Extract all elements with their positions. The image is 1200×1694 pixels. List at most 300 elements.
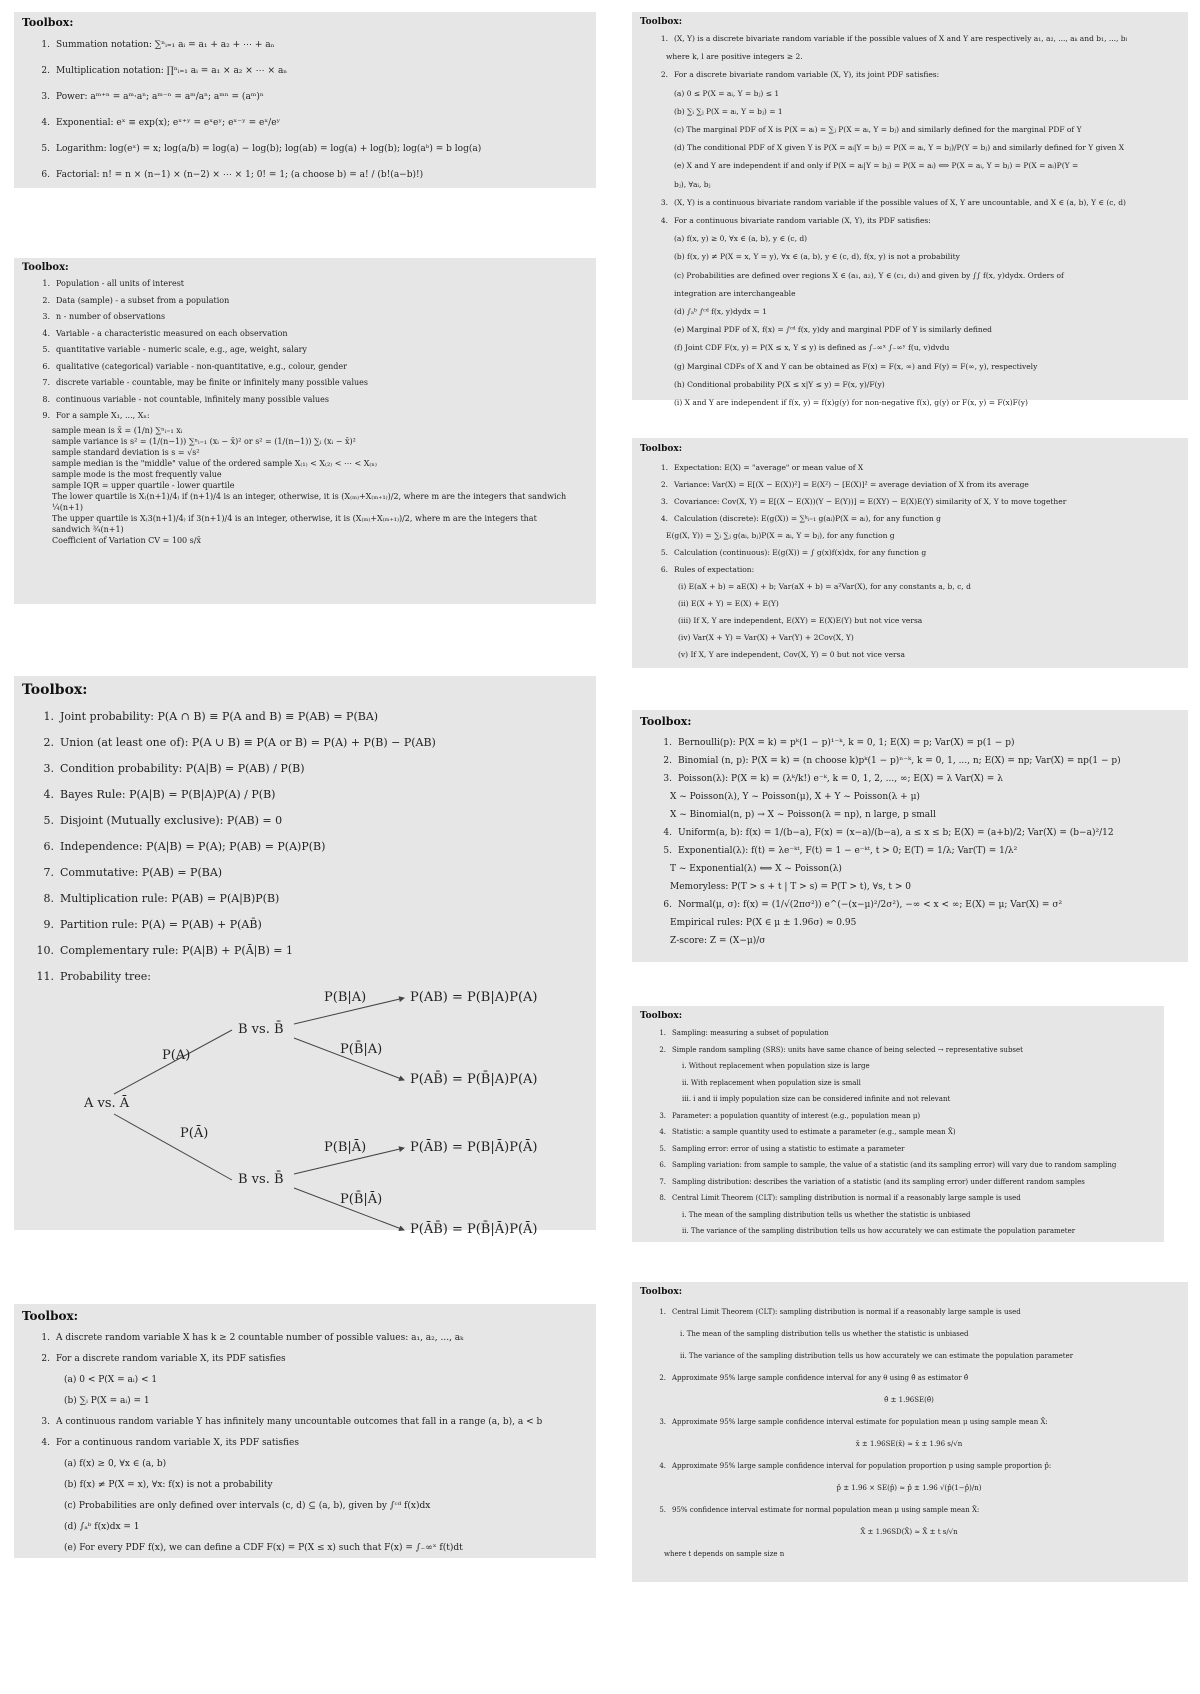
list-item <box>22 326 586 343</box>
sub-item <box>640 321 1178 339</box>
list-item <box>22 1433 586 1454</box>
sub-item <box>640 285 1178 303</box>
item-number: 1. <box>663 738 672 748</box>
toolbox-title: Toolbox: <box>22 262 69 273</box>
list-item <box>22 309 586 326</box>
item-text: Statistic: a sample quantity used to estimate a parameter (e.g., sample mean X̄) <box>672 1128 956 1136</box>
list-item <box>22 886 586 912</box>
sub-item <box>640 121 1178 139</box>
sub-item <box>22 1538 586 1559</box>
sample-line: Coefficient of Variation CV = 100 s/x̄ <box>52 535 201 545</box>
sub-item <box>640 103 1178 121</box>
list-item <box>640 1108 1154 1125</box>
sub-item <box>640 595 1178 612</box>
continuation-line <box>640 878 1178 896</box>
item-number: 7. <box>42 378 50 387</box>
list-item <box>22 392 586 409</box>
list-item <box>640 1499 1178 1521</box>
list-item <box>22 408 586 425</box>
edge-label: P(B̄|Ā) <box>340 1192 383 1207</box>
item-number: 2. <box>659 1374 666 1382</box>
sub-item <box>640 339 1178 357</box>
toolbox-descriptive-statistics <box>14 258 596 604</box>
list-item <box>22 375 586 392</box>
list-item <box>22 342 586 359</box>
continuation-line <box>640 788 1178 806</box>
sub-item <box>640 629 1178 646</box>
item-text: discrete variable - countable, may be finite or infinitely many possible values <box>56 378 368 387</box>
edge-label-p-abar: P(Ā) <box>180 1126 209 1141</box>
toolbox-list <box>22 276 586 425</box>
item-number: 4. <box>663 828 672 838</box>
toolbox-distributions <box>632 710 1188 962</box>
list-item <box>22 1349 586 1370</box>
list-item <box>22 808 586 834</box>
item-text: (b) ∑ᵢ P(X = aᵢ) = 1 <box>64 1396 150 1406</box>
item-number: 2. <box>659 1045 666 1054</box>
item-text: For a discrete random variable X, its PDF satisfies <box>56 1354 286 1364</box>
item-number: 6. <box>41 170 50 180</box>
sub-item <box>22 1496 586 1517</box>
item-text: (iv) Var(X + Y) = Var(X) + Var(Y) + 2Cov(X, Y) <box>678 633 854 642</box>
toolbox-title: Toolbox: <box>22 16 74 29</box>
toolbox-bivariate <box>632 12 1188 408</box>
item-text: Expectation: E(X) = "average" or mean value of X <box>674 463 864 472</box>
item-text: Union (at least one of): P(A ∪ B) ≡ P(A or B) = P(A) + P(B) − P(AB) <box>60 736 436 749</box>
list-item <box>22 162 586 188</box>
continuation-line <box>640 1543 1178 1565</box>
list-item <box>640 752 1178 770</box>
list-item <box>640 544 1178 561</box>
item-number: 7. <box>659 1177 666 1186</box>
sample-line: The lower quartile is X₍(n+1)/4₎ if (n+1)/4 is an integer, otherwise, it is (X₍ₘ₎+X₍ₘ₊₁₎)/2, where m are the integers that sandwich <box>52 491 567 501</box>
list-item <box>640 66 1178 84</box>
list-item <box>640 194 1178 212</box>
list-item <box>640 1455 1178 1477</box>
toolbox-list <box>640 1025 1154 1240</box>
toolbox-title: Toolbox: <box>640 1287 683 1297</box>
edge-label: P(B̄|A) <box>340 1042 383 1057</box>
tree-leaf: P(AB̄) = P(B̄|A)P(A) <box>410 1072 538 1087</box>
item-text: (a) f(x) ≥ 0, ∀x ∈ (a, b) <box>64 1459 167 1469</box>
continuation-line <box>640 48 1178 66</box>
item-text: Multiplication rule: P(AB) = P(A|B)P(B) <box>60 892 280 905</box>
item-text: Sampling error: error of using a statistic to estimate a parameter <box>672 1144 905 1153</box>
item-number: 1. <box>659 1029 666 1037</box>
item-number: 1. <box>41 1333 50 1343</box>
item-text: (e) For every PDF f(x), we can define a CDF F(x) = P(X ≤ x) such that F(x) = ∫₋∞ˣ f(t)dt <box>64 1543 463 1553</box>
item-text: Disjoint (Mutually exclusive): P(AB) = 0 <box>60 814 283 827</box>
list-item <box>22 1412 586 1433</box>
sample-statistics <box>22 425 586 546</box>
item-text: X ~ Poisson(λ), Y ~ Poisson(μ), X + Y ~ Poisson(λ + μ) <box>670 792 920 802</box>
item-text: Covariance: Cov(X, Y) = E[(X − E(X))(Y − E(Y))] = E(XY) − E(X)E(Y) similarity of X, Y to move together <box>674 497 1067 506</box>
item-text: Population - all units of interest <box>56 279 185 288</box>
sub-item <box>22 1517 586 1538</box>
item-number: 1. <box>660 463 668 472</box>
item-text: Joint probability: P(A ∩ B) ≡ P(A and B) ≡ P(AB) = P(BA) <box>60 710 379 723</box>
item-text: (d) ∫ₐᵇ f(x)dx = 1 <box>64 1522 140 1532</box>
toolbox-list <box>640 459 1178 663</box>
item-number: 7. <box>43 866 54 879</box>
list-item <box>640 770 1178 788</box>
sub-item <box>22 1391 586 1412</box>
item-text: (i) X and Y are independent if f(x, y) = f(x)g(y) for non-negative f(x), g(y) or F(x, y) = F(x)F(y) <box>674 398 1028 408</box>
list-item <box>22 276 586 293</box>
item-number: 1. <box>43 710 54 723</box>
item-text: Power: aᵐ⁺ⁿ = aᵐ·aⁿ; aᵐ⁻ⁿ = aᵐ/aⁿ; aᵐⁿ = (aᵐ)ⁿ <box>56 92 264 102</box>
list-item <box>22 860 586 886</box>
item-text: iii. i and ii imply population size can be considered infinite and not relevant <box>682 1095 951 1103</box>
item-text: (ii) E(X + Y) = E(X) + E(Y) <box>678 599 779 608</box>
item-text: Bernoulli(p): P(X = k) = pᵏ(1 − p)¹⁻ᵏ, k = 0, 1; E(X) = p; Var(X) = p(1 − p) <box>678 738 1015 748</box>
item-text: E(g(X, Y)) = ∑ᵢ ∑ⱼ g(aᵢ, bⱼ)P(X = aᵢ, Y = bⱼ), for any function g <box>666 531 895 540</box>
item-number: 4. <box>659 1462 666 1470</box>
item-text: Exponential(λ): f(t) = λe⁻ᵏᵗ, F(t) = 1 − e⁻ᵏᵗ, t > 0; E(T) = 1/λ; Var(T) = 1/λ² <box>678 846 1018 856</box>
item-number: 3. <box>659 1111 666 1120</box>
sample-line: sample IQR = upper quartile - lower quartile <box>52 480 235 490</box>
item-number: 4. <box>43 788 54 801</box>
item-text: Binomial (n, p): P(X = k) = (n choose k)pᵏ(1 − p)ⁿ⁻ᵏ, k = 0, 1, ..., n; E(X) = np; Var(X) = np(1 − p) <box>678 756 1121 766</box>
item-number: 1. <box>660 34 668 43</box>
sub-item <box>640 176 1178 194</box>
item-text: Poisson(λ): P(X = k) = (λᵏ/k!) e⁻ᵏ, k = 0, 1, 2, ..., ∞; E(X) = λ Var(X) = λ <box>678 774 1003 784</box>
continuation-line <box>640 806 1178 824</box>
item-text: Variable - a characteristic measured on each observation <box>56 328 288 338</box>
list-item <box>22 912 586 938</box>
item-text: (d) The conditional PDF of X given Y is P(X = aᵢ|Y = bⱼ) = P(X = aᵢ, Y = bⱼ)/P(Y = bⱼ) and similarly defined for Y given X <box>674 143 1125 153</box>
sub-item <box>22 1454 586 1475</box>
list-item <box>640 30 1178 48</box>
item-text: Empirical rules: P(X ∈ μ ± 1.96σ) ≈ 0.95 <box>670 918 857 928</box>
list-item <box>640 842 1178 860</box>
item-text: (a) 0 < P(X = aᵢ) < 1 <box>64 1375 158 1385</box>
item-number: 3. <box>659 1418 666 1426</box>
item-text: Central Limit Theorem (CLT): sampling distribution is normal if a reasonably large sample is used <box>672 1194 1021 1202</box>
list-item <box>22 730 586 756</box>
list-item <box>22 964 586 990</box>
list-item <box>640 510 1178 527</box>
list-item <box>22 293 586 310</box>
sub-item <box>640 646 1178 663</box>
item-text: (h) Conditional probability P(X ≤ x|Y ≤ y) = F(x, y)/F(y) <box>674 379 885 389</box>
item-number: 5. <box>43 814 54 827</box>
item-number: 8. <box>43 892 54 905</box>
item-text: Data (sample) - a subset from a population <box>56 295 230 305</box>
item-text: Z-score: Z = (X−μ)/σ <box>670 936 766 946</box>
toolbox-title: Toolbox: <box>640 1011 683 1021</box>
item-text: Factorial: n! = n × (n−1) × (n−2) × ⋯ × 1; 0! = 1; (a choose b) = a! / (b!(a−b)!) <box>56 170 424 180</box>
item-text: (c) The marginal PDF of X is P(X = aᵢ) = ∑ⱼ P(X = aᵢ, Y = bⱼ) and similarly defined for the marginal PDF of Y <box>674 125 1082 135</box>
item-number: 3. <box>42 312 50 321</box>
sub-item <box>22 1370 586 1391</box>
item-number: 4. <box>41 118 50 128</box>
toolbox-list <box>22 1328 586 1559</box>
item-text: i. The mean of the sampling distribution tells us whether the statistic is unbiased <box>680 1330 969 1338</box>
sub-item <box>640 267 1178 285</box>
tree-root: A vs. Ā <box>84 1096 130 1111</box>
sub-item <box>640 578 1178 595</box>
item-text: Calculation (discrete): E(g(X)) = ∑ᵏᵢ₌₁ g(aᵢ)P(X = aᵢ), for any function g <box>674 514 941 523</box>
sample-line: sample standard deviation is s = √s² <box>52 447 200 457</box>
sub-item <box>640 1091 1154 1108</box>
item-number: 2. <box>41 1354 50 1364</box>
item-text: Multiplication notation: ∏ⁿᵢ₌₁ aᵢ = a₁ × a₂ × ⋯ × aₙ <box>56 66 288 76</box>
item-text: For a discrete bivariate random variable (X, Y), its joint PDF satisfies: <box>674 70 940 80</box>
item-number: 4. <box>660 216 668 226</box>
list-item <box>22 938 586 964</box>
item-text: Complementary rule: P(A|B) + P(Ā|B) = 1 <box>60 944 293 957</box>
item-text: Logarithm: log(eˣ) = x; log(a/b) = log(a) − log(b); log(ab) = log(a) + log(b); log(aᵇ) = b log(a) <box>56 144 482 154</box>
toolbox-title: Toolbox: <box>22 1309 79 1323</box>
item-number: 8. <box>659 1194 666 1202</box>
sample-line: sample median is the "middle" value of the ordered sample X₍₁₎ < X₍₂₎ < ⋯ < X₍ₙ₎ <box>52 458 377 468</box>
item-text: n - number of observations <box>56 312 166 321</box>
item-text: (X, Y) is a continuous bivariate random variable if the possible values of X, Y are uncountable, and X ∈ (a, b), Y ∈ (c, d) <box>674 197 1126 207</box>
tree-leaf: P(ĀB) = P(B|Ā)P(Ā) <box>410 1140 538 1155</box>
item-text: Simple random sampling (SRS): units have same chance of being selected → representative subset <box>672 1045 1023 1054</box>
item-text: (iii) If X, Y are independent, E(XY) = E(X)E(Y) but not vice versa <box>678 616 923 625</box>
list-item <box>22 110 586 136</box>
sub-item <box>640 157 1178 175</box>
toolbox-list <box>640 1301 1178 1565</box>
sub-item <box>640 1207 1154 1224</box>
item-number: 3. <box>660 197 668 207</box>
item-number: 5. <box>659 1144 666 1153</box>
sub-item <box>640 1323 1178 1345</box>
item-number: 4. <box>659 1128 666 1136</box>
item-text: integration are interchangeable <box>674 288 796 298</box>
list-item <box>640 1025 1154 1042</box>
item-text: bⱼ), ∀aᵢ, bⱼ <box>674 179 711 189</box>
item-number: 2. <box>41 66 50 76</box>
item-text: T ~ Exponential(λ) ⟺ X ~ Poisson(λ) <box>670 864 842 874</box>
item-number: 11. <box>36 970 54 983</box>
item-text: (f) Joint CDF F(x, y) = P(X ≤ x, Y ≤ y) is defined as ∫₋∞ˣ ∫₋∞ʸ f(u, v)dvdu <box>674 343 950 353</box>
item-text: (e) Marginal PDF of X, f(x) = ∫ᶜᵈ f(x, y)dy and marginal PDF of Y is similarly defined <box>674 325 992 335</box>
sub-item <box>640 1075 1154 1092</box>
item-number: 6. <box>663 900 672 910</box>
sub-item <box>640 139 1178 157</box>
branch-line <box>114 1114 232 1180</box>
list-item <box>22 136 586 162</box>
item-text: Summation notation: ∑ⁿᵢ₌₁ aᵢ = a₁ + a₂ + ⋯ + aₙ <box>56 40 275 50</box>
item-text: (a) f(x, y) ≥ 0, ∀x ∈ (a, b), y ∈ (c, d) <box>674 234 808 244</box>
toolbox-title: Toolbox: <box>22 682 88 698</box>
sub-item <box>640 1345 1178 1367</box>
toolbox-title: Toolbox: <box>640 444 683 454</box>
sub-item <box>640 1058 1154 1075</box>
item-number: 5. <box>659 1506 666 1514</box>
item-text: Commutative: P(AB) = P(BA) <box>60 866 223 879</box>
continuation-line <box>640 860 1178 878</box>
item-number: 2. <box>43 736 54 749</box>
item-text: (v) If X, Y are independent, Cov(X, Y) = 0 but not vice versa <box>678 650 905 659</box>
item-text: X ~ Binomial(n, p) → X ~ Poisson(λ = np), n large, p small <box>670 810 936 820</box>
toolbox-title: Toolbox: <box>640 17 683 27</box>
list-item <box>640 476 1178 493</box>
item-text: Rules of expectation: <box>674 565 755 574</box>
item-text: Parameter: a population quantity of interest (e.g., population mean μ) <box>672 1111 921 1120</box>
continuation-line <box>640 932 1178 950</box>
item-number: 3. <box>41 92 50 102</box>
tree-leaf: P(ĀB̄) = P(B̄|Ā)P(Ā) <box>410 1222 538 1237</box>
item-number: 5. <box>42 345 50 354</box>
item-text: Partition rule: P(A) = P(AB) + P(AB̄) <box>60 918 262 931</box>
item-text: Bayes Rule: P(A|B) = P(B|A)P(A) / P(B) <box>60 788 276 801</box>
toolbox-random-variables <box>14 1304 596 1558</box>
item-text: Variance: Var(X) = E[(X − E(X))²] = E(X²) − [E(X)]² = average deviation of X from its average <box>674 480 1029 489</box>
sub-item <box>22 1475 586 1496</box>
item-number: 3. <box>660 497 668 506</box>
item-number: 10. <box>36 944 54 957</box>
list-item <box>640 1141 1154 1158</box>
list-item <box>640 1042 1154 1059</box>
sub-item <box>640 376 1178 394</box>
item-number: 8. <box>42 394 50 404</box>
item-text: ii. The variance of the sampling distribution tells us how accurately we can estimate the population parameter <box>680 1352 1074 1360</box>
item-text: i. Without replacement when population size is large <box>682 1062 870 1070</box>
list-item <box>22 704 586 730</box>
tree-leaf: P(AB) = P(B|A)P(A) <box>410 990 538 1005</box>
sub-item <box>640 394 1178 412</box>
list-item <box>640 1124 1154 1141</box>
toolbox-notation <box>14 12 596 188</box>
probability-tree-lines <box>22 990 588 1252</box>
item-number: 4. <box>660 514 668 523</box>
item-number: 9. <box>43 918 54 931</box>
item-text: For a sample X₁, ..., Xₙ: <box>56 411 150 420</box>
toolbox-list <box>640 30 1178 412</box>
item-number: 2. <box>663 756 672 766</box>
item-number: 6. <box>659 1161 666 1169</box>
edge-label: P(B|Ā) <box>324 1140 367 1155</box>
item-number: 6. <box>660 565 668 574</box>
list-item <box>640 896 1178 914</box>
continuation-line <box>640 914 1178 932</box>
item-text: (a) 0 ≤ P(X = aᵢ, Y = bⱼ) ≤ 1 <box>674 88 780 98</box>
list-item <box>640 1301 1178 1323</box>
item-number: 9. <box>42 411 50 420</box>
item-number: 4. <box>42 328 50 338</box>
item-text: A discrete random variable X has k ≥ 2 countable number of possible values: a₁, a₂, ..., aₖ <box>56 1333 464 1343</box>
list-item <box>640 824 1178 842</box>
item-text: For a continuous bivariate random variable (X, Y), its PDF satisfies: <box>674 216 931 226</box>
item-number: 2. <box>660 70 668 80</box>
tree-node-b: B vs. B̄ <box>238 1172 284 1187</box>
list-item <box>22 84 586 110</box>
list-item <box>22 1328 586 1349</box>
list-item <box>22 756 586 782</box>
item-number: 2. <box>660 480 668 489</box>
toolbox-title: Toolbox: <box>640 715 692 728</box>
list-item <box>640 734 1178 752</box>
list-item <box>640 212 1178 230</box>
list-item <box>640 1190 1154 1207</box>
list-item <box>22 359 586 376</box>
list-item <box>640 1367 1178 1389</box>
item-text: (i) E(aX + b) = aE(X) + b; Var(aX + b) = a²Var(X), for any constants a, b, c, d <box>678 582 971 591</box>
item-text: (X, Y) is a discrete bivariate random variable if the possible values of X and Y are respectively a₁, a₂, ..., aₖ and b₁, ..., bₗ <box>674 34 1128 43</box>
formula-line: x̄ ± 1.96SE(x̄) ≈ x̄ ± 1.96 s/√n <box>855 1440 963 1448</box>
sample-line: sandwich ¾(n+1) <box>52 524 124 534</box>
item-text: 95% confidence interval estimate for normal population mean μ using sample mean X̄: <box>672 1506 980 1514</box>
list-item <box>22 58 586 84</box>
item-text: Independence: P(A|B) = P(A); P(AB) = P(A)P(B) <box>60 840 326 853</box>
sub-item <box>640 358 1178 376</box>
formula-line: θ̂ ± 1.96SE(θ̂) <box>884 1396 934 1404</box>
sub-item <box>640 1223 1154 1240</box>
list-item <box>640 1157 1154 1174</box>
continuation-line <box>640 527 1178 544</box>
item-text: Approximate 95% large sample confidence interval estimate for population mean μ using sample mean X̄: <box>672 1418 1048 1426</box>
item-text: (c) Probabilities are defined over regions X ∈ (a₁, a₂), Y ∈ (c₁, d₁) and given by ∫∫ f(x, y)dydx. Orders of <box>674 270 1064 280</box>
toolbox-list <box>640 734 1178 950</box>
item-text: Sampling distribution: describes the variation of a statistic (and its sampling error) under different random samples <box>672 1177 1085 1186</box>
sample-line: sample variance is s² = (1/(n−1)) ∑ⁿᵢ₌₁ (xᵢ − x̄)² or s² = (1/(n−1)) ∑ᵢ (xᵢ − x̄)² <box>52 436 356 446</box>
item-text: (d) ∫ₐᵇ ∫ᶜᵈ f(x, y)dydx = 1 <box>674 307 767 317</box>
item-text: (c) Probabilities are only defined over intervals (c, d) ⊆ (a, b), given by ∫ᶜᵈ f(x)dx <box>64 1501 431 1511</box>
item-number: 2. <box>42 295 50 305</box>
item-text: For a continuous random variable X, its PDF satisfies <box>56 1438 299 1448</box>
probability-tree <box>22 990 586 1252</box>
item-text: (e) X and Y are independent if and only if P(X = aᵢ|Y = bⱼ) = P(X = aᵢ) ⟺ P(X = aᵢ, Y = bⱼ) = P(X = aᵢ)P(Y = <box>674 161 1079 171</box>
item-text: Approximate 95% large sample confidence interval for population proportion p using sample proportion p̂: <box>672 1462 1052 1470</box>
toolbox-sampling <box>632 1006 1164 1242</box>
toolbox-list <box>22 32 586 188</box>
item-number: 1. <box>42 279 50 288</box>
item-text: (b) f(x, y) ≠ P(X = x, Y = y), ∀x ∈ (a, b), y ∈ (c, d), f(x, y) is not a probability <box>674 252 960 262</box>
item-text: (g) Marginal CDFs of X and Y can be obtained as F(x) = F(x, ∞) and F(y) = F(∞, y), respectively <box>674 361 1038 371</box>
toolbox-confidence-intervals <box>632 1282 1188 1582</box>
item-text: where k, l are positive integers ≥ 2. <box>666 52 803 62</box>
list-item <box>640 1174 1154 1191</box>
item-text: Sampling: measuring a subset of population <box>672 1029 829 1037</box>
item-text: A continuous random variable Y has infinitely many uncountable outcomes that fall in a range (a, b), a < b <box>56 1417 543 1427</box>
item-number: 4. <box>41 1438 50 1448</box>
item-text: quantitative variable - numeric scale, e.g., age, weight, salary <box>56 345 307 354</box>
item-number: 5. <box>660 548 668 557</box>
list-item <box>640 561 1178 578</box>
tree-node-b: B vs. B̄ <box>238 1022 284 1037</box>
item-text: (b) ∑ᵢ ∑ⱼ P(X = aᵢ, Y = bⱼ) = 1 <box>674 106 783 116</box>
list-item <box>22 782 586 808</box>
item-number: 6. <box>42 361 50 371</box>
item-number: 5. <box>663 846 672 856</box>
toolbox-probability <box>14 676 596 1237</box>
item-text: Approximate 95% large sample confidence interval for any θ using θ̂ as estimator θ̂ <box>672 1374 969 1382</box>
toolbox-list <box>22 704 586 990</box>
item-number: 5. <box>41 144 50 154</box>
list-item <box>22 32 586 58</box>
item-number: 6. <box>43 840 54 853</box>
item-text: Condition probability: P(A|B) = P(AB) / P(B) <box>60 762 305 775</box>
sample-line: sample mean is x̄ = (1/n) ∑ⁿᵢ₌₁ xᵢ <box>52 425 183 435</box>
toolbox-expectation <box>632 438 1188 668</box>
item-text: where t depends on sample size n <box>664 1550 785 1558</box>
item-number: 3. <box>663 774 672 784</box>
item-text: (b) f(x) ≠ P(X = x), ∀x: f(x) is not a probability <box>64 1480 273 1490</box>
item-text: continuous variable - not countable, infinitely many possible values <box>56 394 330 404</box>
sub-item <box>640 303 1178 321</box>
sample-line: ¼(n+1) <box>52 502 83 512</box>
list-item <box>640 459 1178 476</box>
item-number: 3. <box>43 762 54 775</box>
item-text: Memoryless: P(T > s + t | T > s) = P(T > t), ∀s, t > 0 <box>670 882 912 892</box>
edge-label-p-a: P(A) <box>162 1048 191 1063</box>
item-number: 3. <box>41 1417 50 1427</box>
formula-line: p̂ ± 1.96 × SE(p̂) ≈ p̂ ± 1.96 √(p̂(1−p̂)/n) <box>836 1484 982 1492</box>
